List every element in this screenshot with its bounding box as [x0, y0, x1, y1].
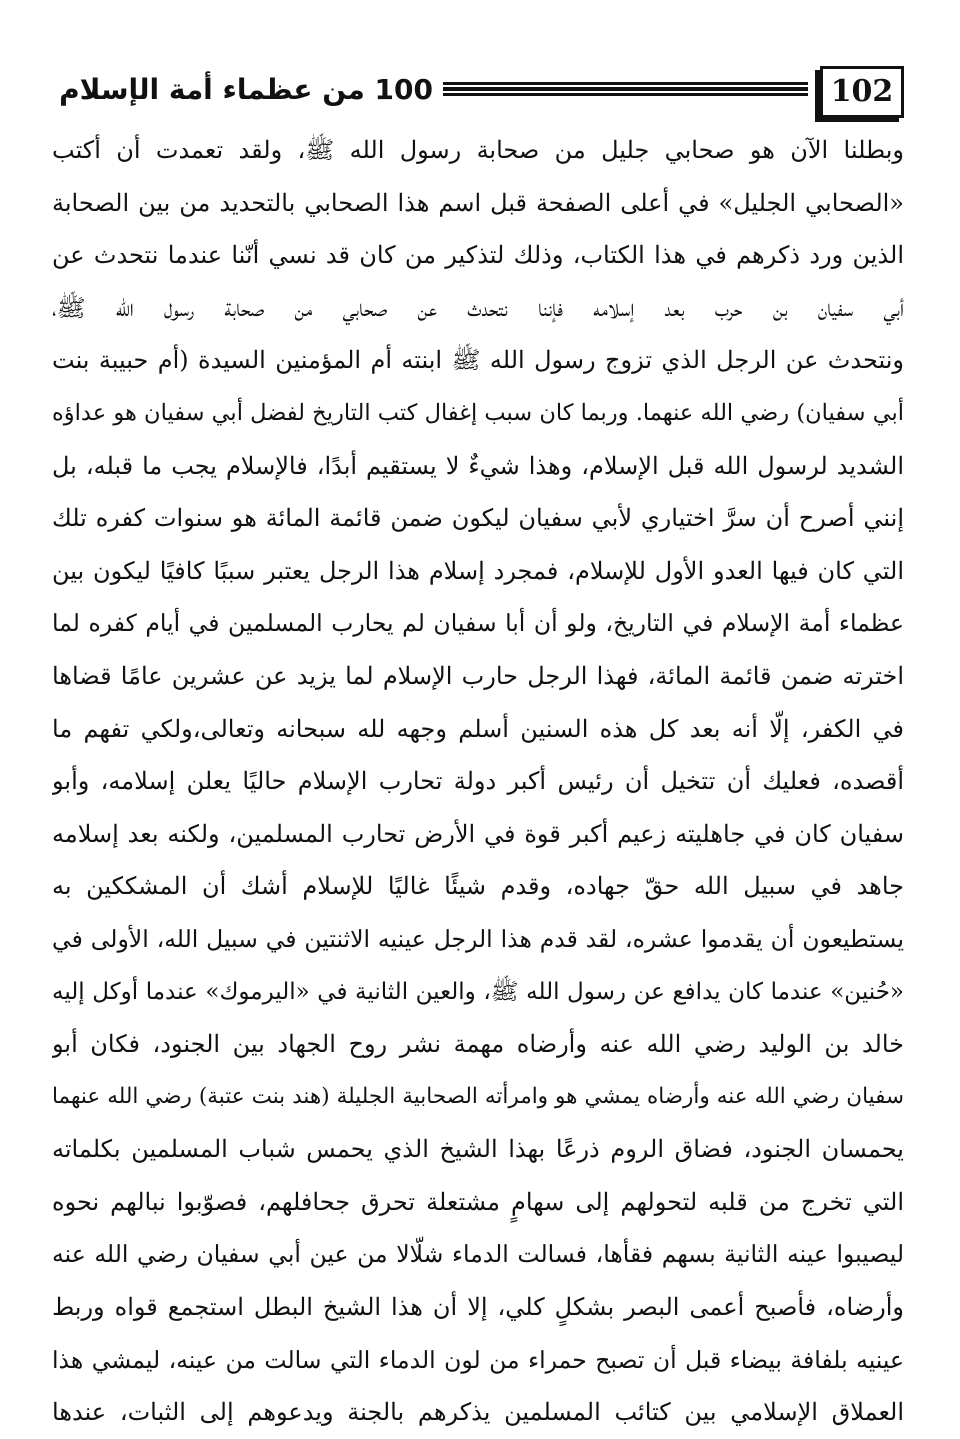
body-text [52, 124, 904, 1439]
text-line: «حُنين» عندما كان يدافع عن رسول الله ﷺ، والعين الثانية في «اليرموك» عندما أوكل إليه [52, 978, 904, 1005]
text-line: وأرضاه، فأصبح أعمى البصر بشكلٍ كلي، إلا أن هذا الشيخ البطل استجمع قواه وربط [52, 1293, 904, 1322]
text-line: ونتحدث عن الرجل الذي تزوج رسول الله ﷺ ابنته أم المؤمنين السيدة (أم حبيبة بنت [52, 346, 904, 375]
text-line: سفيان رضي الله عنه وأرضاه يمشي هو وامرأته الصحابية الجليلة (هند بنت عتبة) رضي الله عنهما [52, 1083, 904, 1109]
page-header [48, 62, 904, 120]
text-line: «الصحابي الجليل» في أعلى الصفحة قبل اسم هذا الصحابي بالتحديد من بين الصحابة [52, 188, 904, 217]
text-line: اخترته ضمن قائمة المائة، فهذا الرجل حارب الإسلام لما يزيد عن عشرين عامًا قضاها [52, 661, 904, 690]
text-line: التي تخرج من قلبه لتحولهم إلى سهامٍ مشتعلة تحرق جحافلهم، فصوّبوا نبالهم نحوه [52, 1187, 904, 1216]
text-line: جاهد في سبيل الله حقّ جهاده، وقدم شيئًا غاليًا للإسلام أشك أن المشككين به [52, 872, 904, 901]
text-line: العملاق الإسلامي بين كتائب المسلمين يذكرهم بالجنة ويدعوهم إلى الثبات، عندها [52, 1398, 904, 1427]
text-line: في الكفر، إلّا أنه بعد كل هذه السنين أسلم وجهه لله سبحانه وتعالى،ولكي تفهم ما [52, 714, 904, 743]
text-line: عظماء أمة الإسلام في التاريخ، ولو أن أبا سفيان لم يحارب المسلمين في أيام كفره لما [52, 609, 904, 638]
text-line: ليصيبوا عينه الثانية بسهم فقأها، فسالت الدماء شلّالا من عين أبي سفيان رضي الله عنه [52, 1240, 904, 1269]
text-line: الشديد لرسول الله قبل الإسلام، وهذا شيءٌ لا يستقيم أبدًا، فالإسلام يجب ما قبله، بل [52, 451, 904, 480]
text-line: أبي سفيان) رضي الله عنهما. وربما كان سبب إغفال كتب التاريخ لفضل أبي سفيان هو عداؤه [52, 399, 904, 426]
text-line: يحمسان الجنود، فضاق الروم ذرعًا بهذا الشيخ الذي يحمس شباب المسلمين بكلماته [52, 1135, 904, 1164]
text-line: أقصده، فعليك أن تتخيل أن رئيس أكبر دولة تحارب الإسلام حاليًا يعلن إسلامه، وأبو [52, 767, 904, 796]
text-line: عينيه بلفافة بيضاء قبل أن تصبح حمراء من لون الدماء التي سالت من عينه، ليمشي هذا [52, 1345, 904, 1374]
text-line: سفيان كان في جاهليته زعيم أكبر قوة في الأرض تحارب المسلمين، ولكنه بعد إسلامه [52, 819, 904, 848]
text-line: أبي سفيان بن حرب بعد إسلامه فإننا نتحدث عن صحابي من صحابة رسول الله ﷺ، [52, 293, 904, 322]
text-line: وبطلنا الآن هو صحابي جليل من صحابة رسول الله ﷺ، ولقد تعمدت أن أكتب [52, 136, 904, 164]
header-divider [443, 82, 808, 96]
text-line: التي كان فيها العدو الأول للإسلام، فمجرد إسلام هذا الرجل يعتبر سببًا كافيًا ليكون بين [52, 556, 904, 585]
text-line: يستطيعون أن يقدموا عشره، لقد قدم هذا الرجل عينيه الاثنتين في سبيل الله، الأولى في [52, 924, 904, 953]
book-title: 100 من عظماء أمة الإسلام [59, 73, 433, 106]
page-number: 102 [820, 66, 904, 118]
text-line: خالد بن الوليد رضي الله عنه وأرضاه مهمة نشر روح الجهاد بين الجنود، فكان أبو [52, 1030, 904, 1059]
text-line: إنني أصرح أن سرَّ اختياري لأبي سفيان ليكون ضمن قائمة المائة هو سنوات كفره تلك [52, 504, 904, 533]
text-line: الذين ورد ذكرهم في هذا الكتاب، وذلك لتذكير من كان قد نسي أنّنا عندما نتحدث عن [52, 241, 904, 270]
